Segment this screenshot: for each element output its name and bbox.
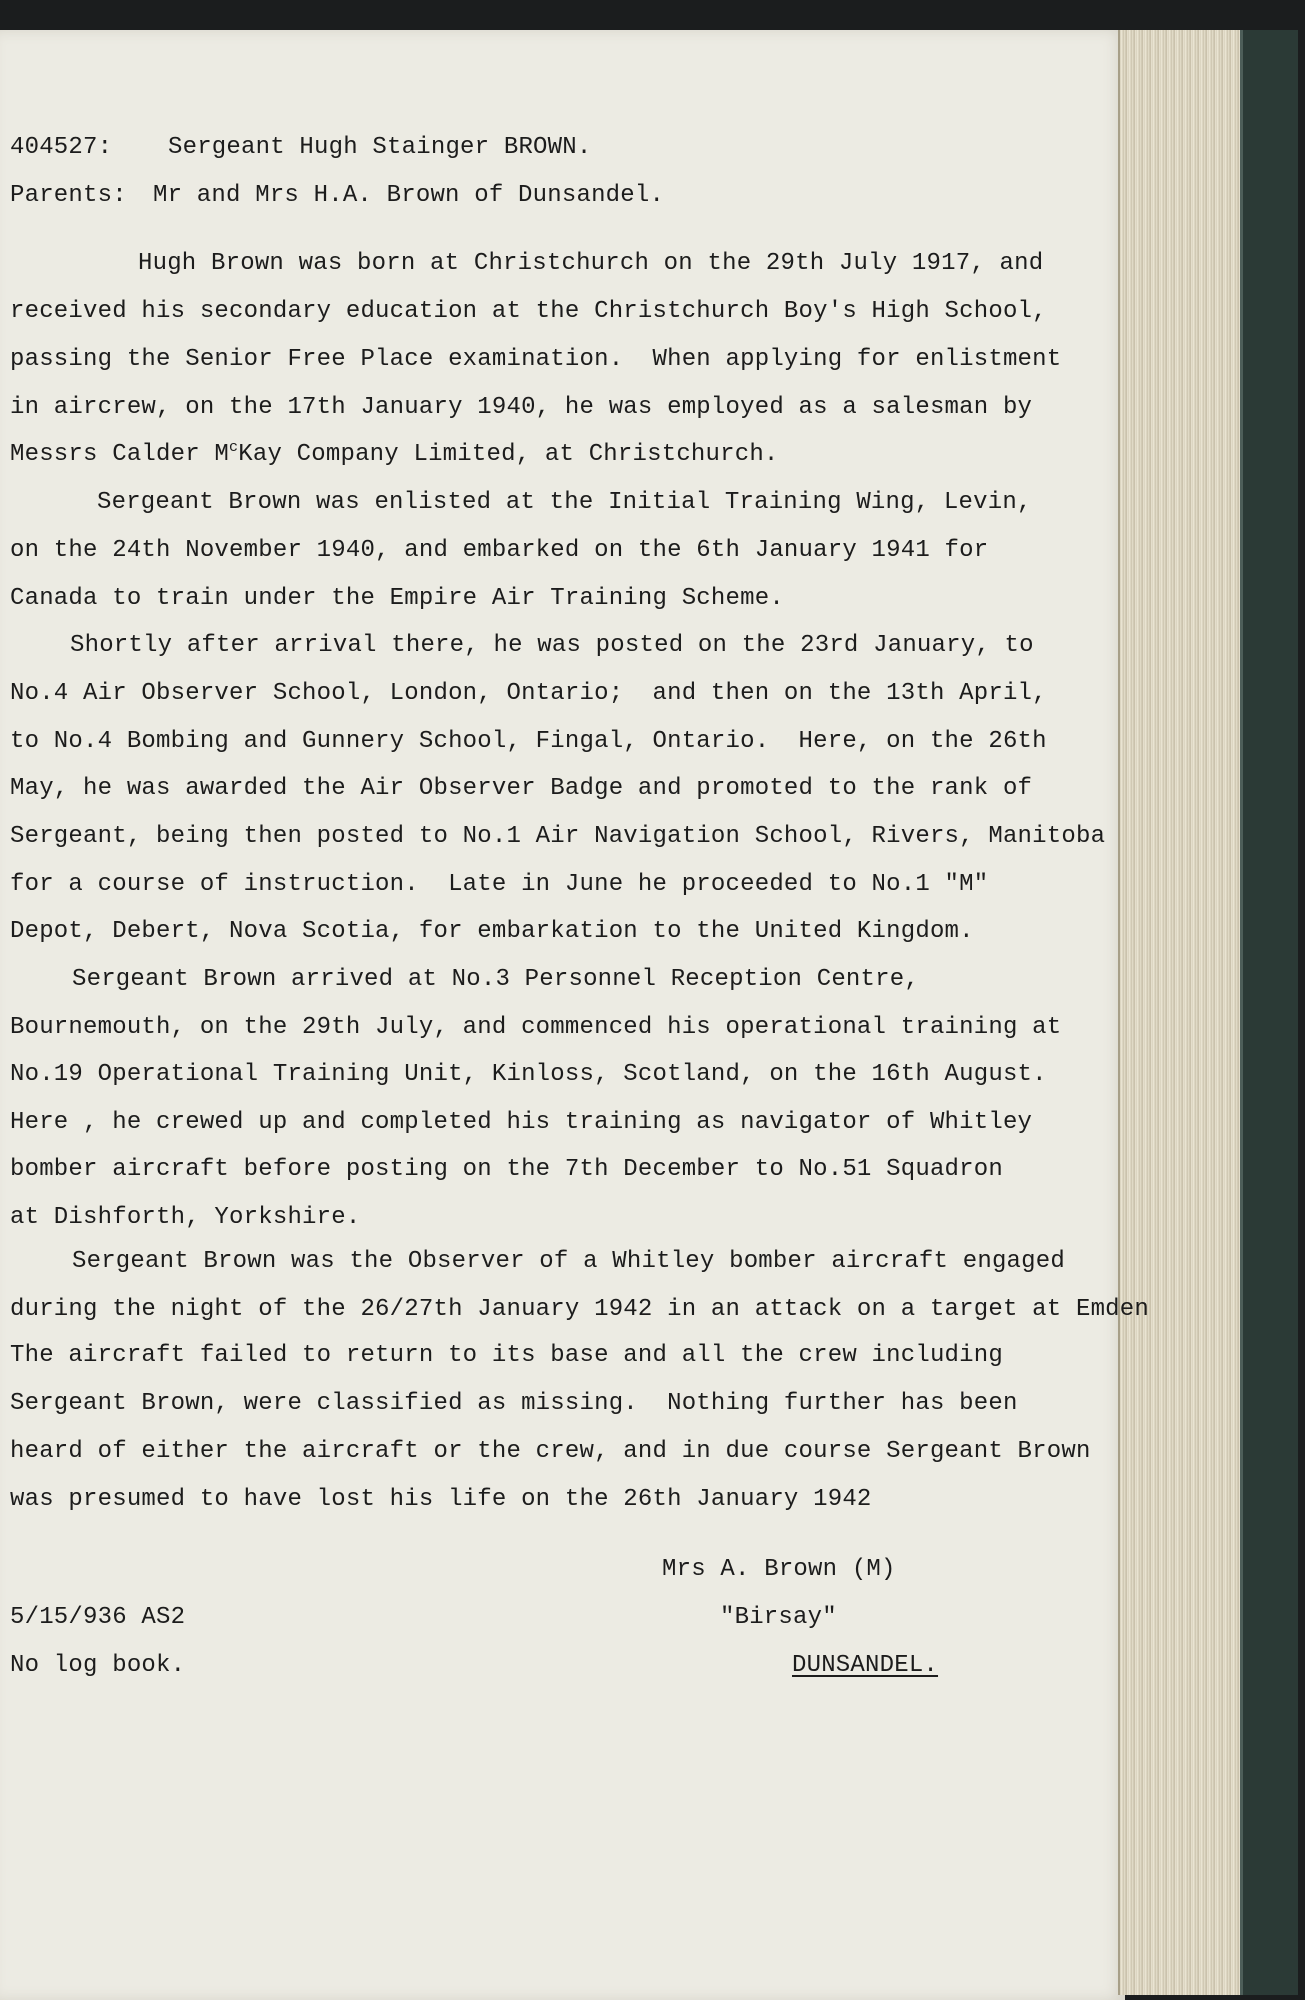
parents-value: Mr and Mrs H.A. Brown of Dunsandel. [153, 182, 665, 209]
body-line: Shortly after arrival there, he was posted on the 23rd January, to [70, 632, 1034, 659]
body-line: in aircrew, on the 17th January 1940, he was employed as a salesman by [10, 394, 1033, 421]
body-line: Sergeant Brown arrived at No.3 Personnel Reception Centre, [72, 966, 919, 993]
employer-superscript: c [229, 439, 239, 456]
body-line: bomber aircraft before posting on the 7th December to No.51 Squadron [10, 1156, 1003, 1183]
body-line: Depot, Debert, Nova Scotia, for embarkation to the United Kingdom. [10, 918, 974, 945]
service-number: 404527: [10, 134, 113, 161]
body-line: Canada to train under the Empire Air Training Scheme. [10, 585, 784, 612]
body-line: Sergeant Brown, were classified as missing. Nothing further has been [10, 1390, 1018, 1417]
body-line: was presumed to have lost his life on the 26th January 1942 [10, 1486, 872, 1513]
body-line: No.4 Air Observer School, London, Ontario; and then on the 13th April, [10, 680, 1047, 707]
employer-line [10, 439, 779, 468]
body-line: for a course of instruction. Late in June he proceeded to No.1 "M" [10, 871, 989, 898]
log-book-note: No log book. [10, 1652, 186, 1679]
body-line: Sergeant Brown was enlisted at the Initial Training Wing, Levin, [97, 489, 1032, 516]
file-reference: 5/15/936 AS2 [10, 1604, 186, 1631]
body-line: May, he was awarded the Air Observer Badge and promoted to the rank of [10, 775, 1033, 802]
body-line: at Dishforth, Yorkshire. [10, 1204, 361, 1231]
book-cover [1240, 30, 1298, 1995]
body-line: Here , he crewed up and completed his training as navigator of Whitley [10, 1109, 1033, 1136]
body-line: No.19 Operational Training Unit, Kinloss, Scotland, on the 16th August. [10, 1061, 1047, 1088]
body-line: on the 24th November 1940, and embarked on the 6th January 1941 for [10, 537, 989, 564]
body-line: to No.4 Bombing and Gunnery School, Fingal, Ontario. Here, on the 26th [10, 728, 1047, 755]
body-line: during the night of the 26/27th January 1942 in an attack on a target at Emden [10, 1296, 1149, 1323]
employer-text-after: Kay Company Limited, at Christchurch. [238, 441, 779, 468]
body-line: heard of either the aircraft or the crew, and in due course Sergeant Brown [10, 1438, 1091, 1465]
next-of-kin: Mrs A. Brown (M) [662, 1556, 896, 1583]
employer-text-before: Messrs Calder M [10, 441, 230, 468]
body-line: Sergeant, being then posted to No.1 Air Navigation School, Rivers, Manitoba [10, 823, 1106, 850]
parents-label: Parents: [10, 182, 127, 209]
house-name: "Birsay" [720, 1604, 837, 1631]
book-page-edges [1118, 30, 1242, 1995]
body-line: The aircraft failed to return to its base and all the crew including [10, 1342, 1003, 1369]
body-line: Bournemouth, on the 29th July, and commenced his operational training at [10, 1014, 1062, 1041]
body-line: Sergeant Brown was the Observer of a Whitley bomber aircraft engaged [72, 1248, 1065, 1275]
airman-name: Sergeant Hugh Stainger BROWN. [168, 134, 592, 161]
body-line: received his secondary education at the Christchurch Boy's High School, [10, 298, 1047, 325]
town-name: DUNSANDEL. [792, 1652, 939, 1679]
body-line: Hugh Brown was born at Christchurch on the 29th July 1917, and [138, 250, 1044, 277]
body-line: passing the Senior Free Place examination. When applying for enlistment [10, 346, 1062, 373]
